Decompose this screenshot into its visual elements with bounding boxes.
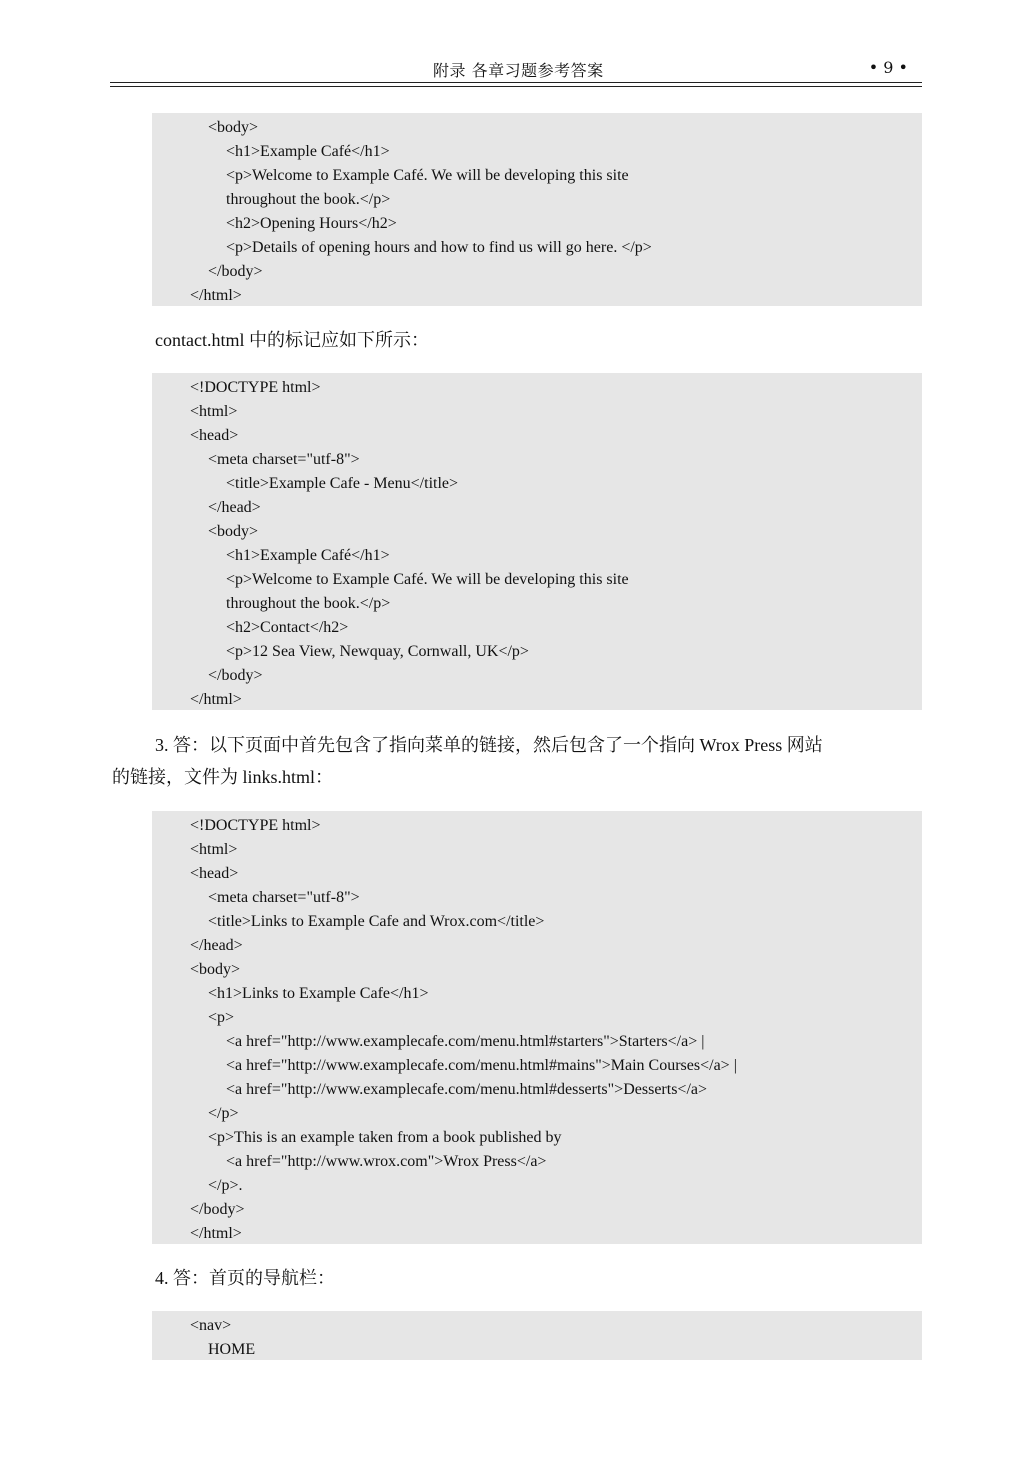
code-line: <head> <box>190 865 239 882</box>
code-line: throughout the book.</p> <box>226 595 391 612</box>
running-title: 附录 各章习题参考答案 <box>433 61 604 80</box>
code-line: <head> <box>190 427 239 444</box>
code-line: throughout the book.</p> <box>226 191 391 208</box>
text-answer-4: 4. 答：首页的导航栏： <box>155 1268 335 1288</box>
code-line: <html> <box>190 403 238 420</box>
page-header <box>110 56 922 82</box>
code-line: <title>Example Cafe - Menu</title> <box>226 475 459 492</box>
code-line: <a href="http://www.examplecafe.com/menu.html#starters">Starters</a> | <box>226 1033 705 1050</box>
code-line: <p>Welcome to Example Café. We will be developing this site <box>226 571 629 588</box>
code-line: <h2>Opening Hours</h2> <box>226 215 397 232</box>
header-rule-thick <box>110 82 922 83</box>
code-line: </body> <box>190 1201 245 1218</box>
code-line: </p> <box>208 1105 239 1122</box>
code-line: </body> <box>208 667 263 684</box>
text-answer-3-line-2: 的链接，文件为 links.html： <box>112 767 334 787</box>
code-line: <body> <box>190 961 241 978</box>
code-line: <a href="http://www.wrox.com">Wrox Press</a> <box>226 1153 547 1170</box>
page-number: • 9 • <box>868 58 908 77</box>
code-block-contact <box>152 373 922 710</box>
code-line: <p>Welcome to Example Café. We will be developing this site <box>226 167 629 184</box>
code-line: HOME <box>208 1341 256 1358</box>
code-line: <h2>Contact</h2> <box>226 619 349 636</box>
code-line: <h1>Links to Example Cafe</h1> <box>208 985 429 1002</box>
code-line: </body> <box>208 263 263 280</box>
code-line: </head> <box>208 499 261 516</box>
code-line: <html> <box>190 841 238 858</box>
code-line: </p>. <box>208 1177 243 1194</box>
code-line: <meta charset="utf-8"> <box>208 889 360 906</box>
code-line: <p> <box>208 1009 235 1026</box>
code-block-nav <box>152 1311 922 1360</box>
code-line: </head> <box>190 937 243 954</box>
code-line: <h1>Example Café</h1> <box>226 547 390 564</box>
text-answer-3-line-1: 3. 答：以下页面中首先包含了指向菜单的链接，然后包含了一个指向 Wrox Press 网站 <box>155 735 823 755</box>
code-line: <!DOCTYPE html> <box>190 817 321 834</box>
code-line: <p>12 Sea View, Newquay, Cornwall, UK</p> <box>226 643 529 660</box>
code-line: <!DOCTYPE html> <box>190 379 321 396</box>
code-line: <p>Details of opening hours and how to find us will go here. </p> <box>226 239 652 256</box>
code-line: <nav> <box>190 1317 232 1334</box>
code-line: <title>Links to Example Cafe and Wrox.com</title> <box>208 913 545 930</box>
code-line: <meta charset="utf-8"> <box>208 451 360 468</box>
code-block-index-tail <box>152 113 922 306</box>
code-line: </html> <box>190 1225 242 1242</box>
code-line: <body> <box>208 523 259 540</box>
code-block-links <box>152 811 922 1244</box>
code-line: <a href="http://www.examplecafe.com/menu.html#mains">Main Courses</a> | <box>226 1057 737 1074</box>
code-line: <a href="http://www.examplecafe.com/menu.html#desserts">Desserts</a> <box>226 1081 708 1098</box>
code-line: <body> <box>208 119 259 136</box>
text-contact-intro: contact.html 中的标记应如下所示： <box>155 330 429 350</box>
code-line: </html> <box>190 287 242 304</box>
header-rule-thin <box>110 86 922 87</box>
code-line: <h1>Example Café</h1> <box>226 143 390 160</box>
code-line: </html> <box>190 691 242 708</box>
code-line: <p>This is an example taken from a book published by <box>208 1129 562 1146</box>
